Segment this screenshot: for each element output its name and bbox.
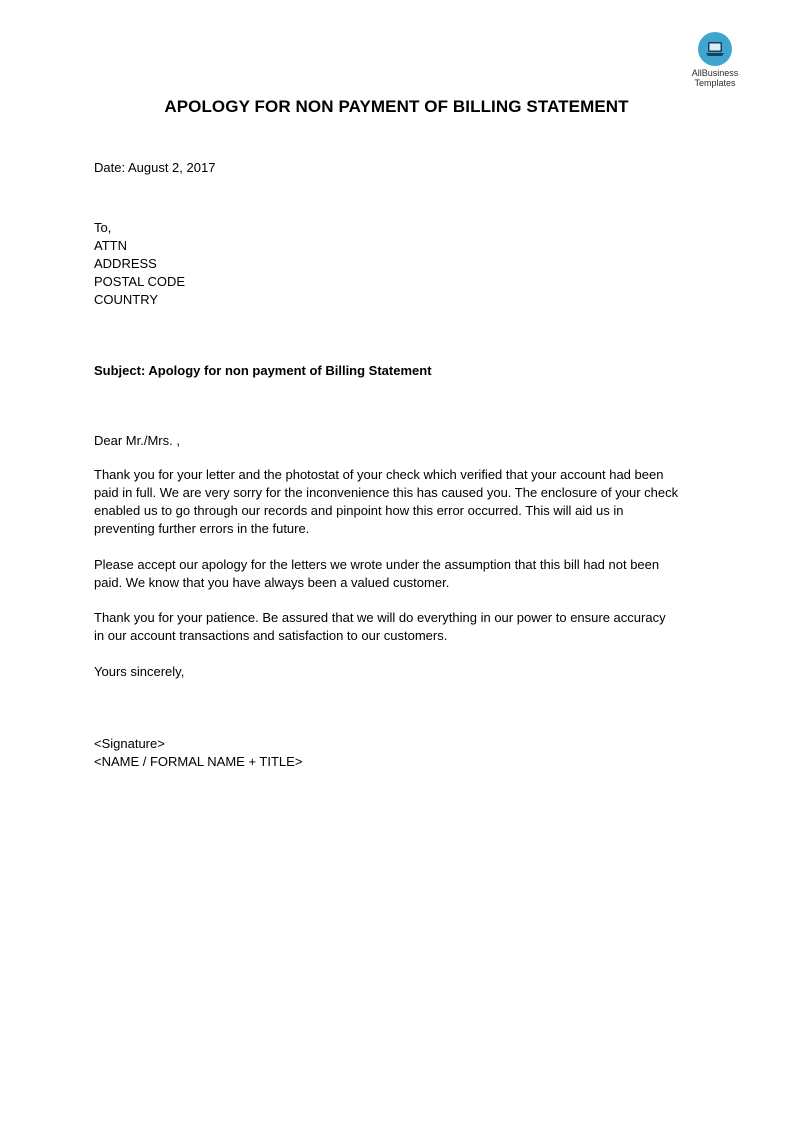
paragraph-line: Thank you for your patience. Be assured that we will do everything in our power to ensure accuracy [94, 610, 666, 625]
signature-placeholder: <Signature> [94, 736, 165, 751]
paragraph-line: Please accept our apology for the letters we wrote under the assumption that this bill had not been [94, 557, 660, 572]
paragraph-line: preventing further errors in the future. [94, 521, 310, 536]
paragraph-line: paid in full. We are very sorry for the inconvenience this has caused you. The enclosure of your check [94, 485, 679, 500]
address-to: To, [94, 220, 112, 235]
body-paragraph-3 [94, 609, 704, 645]
subject-line: Subject: Apology for non payment of Billing Statement [94, 363, 432, 378]
logo-text-line1: AllBusiness [691, 68, 739, 78]
body-paragraph-1 [94, 466, 704, 538]
allbusiness-logo [680, 32, 750, 88]
paragraph-line: in our account transactions and satisfaction to our customers. [94, 628, 448, 643]
closing: Yours sincerely, [94, 664, 185, 679]
logo-text-line2: Templates [694, 78, 736, 88]
body-paragraph-2 [94, 556, 704, 592]
address-line: ADDRESS [94, 256, 157, 271]
paragraph-line: enabled us to go through our records and pinpoint how this error occurred. This will aid us in [94, 503, 624, 518]
address-attn: ATTN [94, 238, 127, 253]
date-line: Date: August 2, 2017 [94, 160, 216, 175]
laptop-icon [698, 32, 732, 66]
document-title: APOLOGY FOR NON PAYMENT OF BILLING STATEMENT [164, 97, 629, 116]
salutation: Dear Mr./Mrs. , [94, 433, 180, 448]
address-country: COUNTRY [94, 292, 159, 307]
address-postal-code: POSTAL CODE [94, 274, 186, 289]
name-title-placeholder: <NAME / FORMAL NAME + TITLE> [94, 754, 303, 769]
paragraph-line: Thank you for your letter and the photostat of your check which verified that your account had been [94, 467, 664, 482]
paragraph-line: paid. We know that you have always been a valued customer. [94, 575, 450, 590]
